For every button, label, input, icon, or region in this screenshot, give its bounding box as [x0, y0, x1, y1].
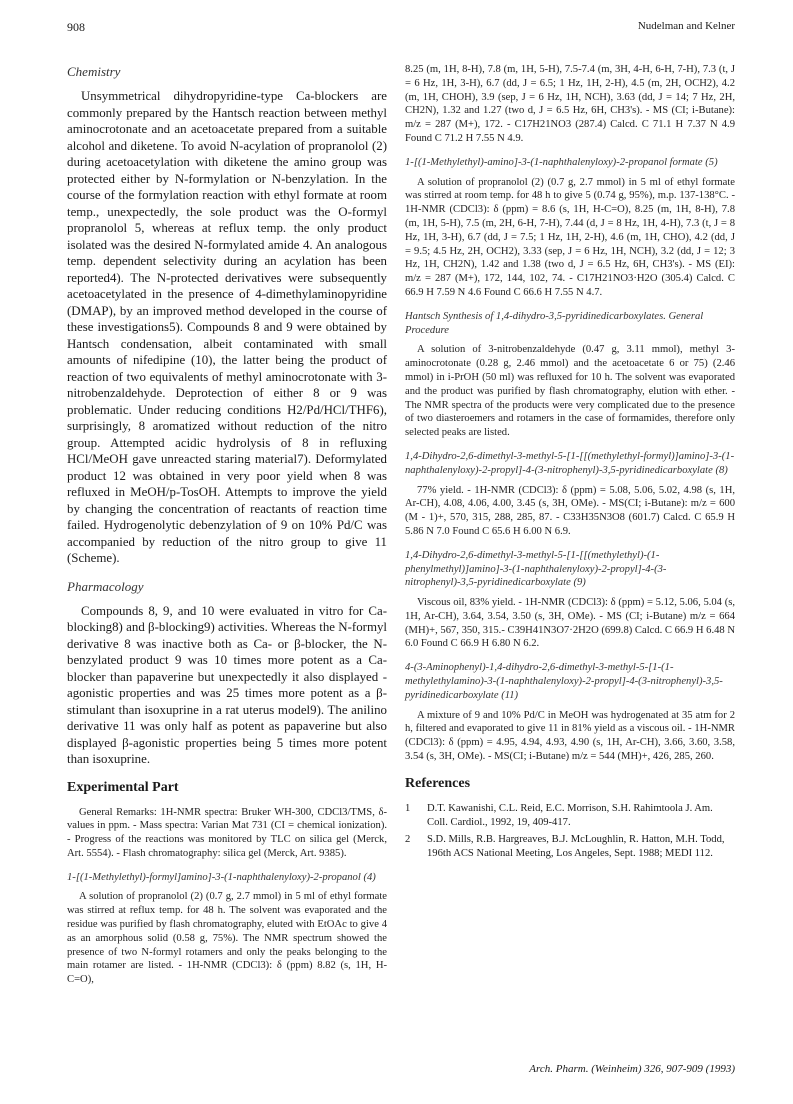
- journal-citation-footer: Arch. Pharm. (Weinheim) 326, 907-909 (1993): [529, 1063, 735, 1075]
- references-list: [405, 802, 735, 861]
- compound-11-title: 4-(3-Aminophenyl)-1,4-dihydro-2,6-dimethyl-3-methyl-5-[1-(1-methylethylamino)-3-(1-naphthalenyloxy)-2-propyl]-4-(3-nitrophenyl)-3,5-pyridinedicarboxylate (11): [405, 662, 723, 701]
- reference-number: 2: [405, 834, 411, 846]
- section-title-experimental: Experimental Part: [67, 779, 179, 795]
- compound-11-procedure: [405, 709, 735, 764]
- running-header-authors: Nudelman and Kelner: [637, 20, 735, 32]
- compound-9-title: 1,4-Dihydro-2,6-dimethyl-3-methyl-5-[1-[[(methylethyl)-(1-phenylmethyl)]amino]-3-(1-naphthalenyloxy)-2-propyl]-4-(3-nitrophenyl)-3,5-pyridinedicarboxylate (9): [405, 549, 667, 589]
- paragraph: A solution of 3-nitrobenzaldehyde (0.47 g, 3.11 mmol), methyl 3-aminocrotonate (0.28 g, 2.46 mmol) and the acetoacetate 6 or 75) (2.46 mmol) in i-PrOH (50 ml) was refluxed for 10 h. The solvent was evaporated and the product was purified by flash chromatography, elution with ether. - The NMR spectra of the products were very complicated due to the presence of two diasteroemers and rotamers in the case of formamides, therefore only selected peaks are listed.: [405, 344, 735, 439]
- compound-4-procedure: [67, 890, 387, 987]
- reference-item: [405, 833, 735, 861]
- chemistry-body: [67, 88, 387, 567]
- paragraph: A solution of propranolol (2) (0.7 g, 2.7 mmol) in 5 ml of ethyl formate was stirred at room temp. for 48 h to give 5 (0.74 g, 95%), m.p. 137-138°C. - 1H-NMR (CDCl3): δ (ppm) = 8.6 (s, 1H, H-C=O), 8.25 (m, 1H, 8-H), 7.8 (m, 1H, 5-H), 7.5 (m, 2H, 6-H, 7-H), 7.44 (d, J = 8 Hz, 1H, 4-H), 7.3 (t, J = 8 Hz, 1H, 3-H), 6.7 (dd, J = 7.5; 1 Hz, 1H, 2-H), 4.6 (m, 1H, CHO), 4.2 (dd, J = 9.5; 4.5 Hz, 2H, OCH2), 3.33 (sep, J = 6 Hz, 1H, NCH), 3.2 (dd, J = 12; 3 Hz, 1H, CH2N), 1.42 and 1.38 (two d, J = 6.5 Hz, 6H, CH3's). - MS (EI): m/z = 287 (M+), 172, 144, 102, 74. - C17H21NO3·H2O (305.4) Calcd. C 66.9 H 7.59 N 4.6 Found C 66.6 H 7.55 N 4.7.: [405, 176, 735, 298]
- section-title-chemistry: Chemistry: [67, 64, 121, 79]
- compound-5-procedure: [405, 176, 735, 300]
- paragraph: General Remarks: 1H-NMR spectra: Bruker WH-300, CDCl3/TMS, δ-values in ppm. - Mass spectra: Varian Mat 731 (CI = chemical ionization). - Progress of the reactions was monitored by TLC on silica gel (Merck, Art. 5554). - Flash chromatography: silica gel (Merck, Art. 9385).: [67, 806, 387, 859]
- page-number: 908: [67, 20, 85, 34]
- paragraph: 77% yield. - 1H-NMR (CDCl3): δ (ppm) = 5.08, 5.06, 5.02, 4.98 (s, 1H, Ar-CH), 4.08, 4.06, 4.00, 3.45 (s, 3H, OMe). - MS(CI; i-Butane): m/z = 600 (M - 1)+, 570, 315, 288, 285, 87. - C33H35N3O8 (601.7) Calcd. C 65.9 H 5.86 N 7.0 Found C 65.6 H 6.00 N 6.9.: [405, 484, 735, 537]
- compound-4-title: 1-[(1-Methylethyl)-formyl]amino]-3-(1-naphthalenyloxy)-2-propanol (4): [67, 871, 376, 883]
- compound-8-title: 1,4-Dihydro-2,6-dimethyl-3-methyl-5-[1-[[(methylethyl-formyl)]amino]-3-(1-naphthalenyloxy)-2-propyl]-4-(3-nitrophenyl)-3,5-pyridinedicarboxylate (8): [405, 450, 735, 476]
- paragraph: Compounds 8, 9, and 10 were evaluated in vitro for Ca-blocking8) and β-blocking9) activities. Whereas the N-formyl derivative 8 was inactive both as Ca- or β-blocker, the N-benzylated product 9 was 10 times more potent as a Ca-blocker than papaverine but unexpectedly it also displayed -agonistic properties and was 25 times more potent as a β-stimulant than isoxuprine in a rat uterus model9). The anilino derivative 11 was only half as potent as papaverine but also displayed β-agonistic properties being 5 times more potent than isoxuprine.: [67, 603, 387, 766]
- general-remarks: [67, 806, 387, 861]
- paragraph: Viscous oil, 83% yield. - 1H-NMR (CDCl3): δ (ppm) = 5.12, 5.06, 5.04 (s, 1H, Ar-CH), 3.64, 3.54, 3.50 (s, 3H, OMe). - MS (CI; i-Butane) m/z = 664 (MH)+, 567, 350, 315.- C39H41N3O7·2H2O (699.8) Calcd. C 66.9 H 6.48 N 6.0 Found C 66.9 H 6.80 N 6.2.: [405, 597, 735, 650]
- paragraph: A mixture of 9 and 10% Pd/C in MeOH was hydrogenated at 35 atm for 2 h, filtered and evaporated to give 11 in 81% yield as a viscous oil. - 1H-NMR (CDCl3): δ (ppm) = 4.95, 4.94, 4.93, 4.90 (s, 1H, Ar-CH), 3.66, 3.60, 3.58, 3.54 (s, 3H, OMe). - MS(CI; i-Butane) m/z = 544 (MH)+, 426, 285, 260.: [405, 709, 735, 763]
- references-title: References: [405, 775, 471, 791]
- reference-text: S.D. Mills, R.B. Hargreaves, B.J. McLoughlin, R. Hatton, M.H. Todd, 196th ACS National Meeting, Los Angeles, Sept. 1988; MEDI 112.: [427, 834, 725, 860]
- hantsch-procedure-title: Hantsch Synthesis of 1,4-dihydro-3,5-pyridinedicarboxylates. General Procedure: [405, 310, 704, 336]
- paragraph: A solution of propranolol (2) (0.7 g, 2.7 mmol) in 5 ml of ethyl formate was stirred at reflux temp. for 48 h. The solvent was evaporated and the residue was purified by flash chromatography, eluted with EtOAc to give 4 as an amorphous solid (0.58 g, 75%). The NMR spectrum showed the presence of two N-formyl rotamers and only the peaks belonging to the main rotamer are listed. - 1H-NMR (CDCl3): δ (ppm) 8.82 (s, 1H, H-C=O),: [67, 891, 387, 986]
- section-title-pharmacology: Pharmacology: [67, 578, 144, 594]
- right-column: [405, 63, 735, 865]
- reference-number: 1: [405, 802, 411, 814]
- compound-5-title: 1-[(1-Methylethyl)-amino]-3-(1-naphthalenyloxy)-2-propanol formate (5): [405, 156, 718, 168]
- hantsch-procedure: [405, 343, 735, 440]
- left-column: [67, 64, 387, 987]
- compound-8-data: [405, 484, 735, 539]
- compound-4-procedure-continued: [405, 63, 735, 146]
- paragraph: 8.25 (m, 1H, 8-H), 7.8 (m, 1H, 5-H), 7.5-7.4 (m, 3H, 4-H, 6-H, 7-H), 7.3 (t, J = 6 Hz, 1H, 3-H), 6.7 (dd, J = 6.5; 1 Hz, 1H, 2-H), 4.5 (m, 2H, OCH2), 4.2 (m, 1H, CHOH), 3.9 (sep, J = 6 Hz, 1H, NCH), 3.63 (dd, J = 14; 7 Hz, 2H, CH2N), 1.32 and 1.27 (two d, J = 6.5 Hz, 6H, CH3's). - MS (CI; i-Butane): m/z = 287 (M+), 172. - C17H21NO3 (287.4) Calcd. C 71.1 H 7.37 N 4.9 Found C 71.2 H 7.55 N 4.9.: [405, 64, 735, 144]
- reference-item: [405, 802, 735, 830]
- paragraph: Unsymmetrical dihydropyridine-type Ca-blockers are commonly prepared by the Hantsch reaction between methyl aminocrotonate and an acetoacetate prepared from a suitable alcohol and diketene. To avoid N-acylation of propranolol (2) during acetoacetylation with diketene the amino group was protected either by N-formylation or N-benzylation. In the course of the formylation reaction with ethyl formate at room temp., unexpectedly, the sole product was the O-formyl propranolol 5, whereas at reflux temp. the only product isolated was the desired N-formylated amide 4. An analogous temp. dependent selectivity during an acylation has been reported4). The N-protected derivatives were subsequently acetoacetylated in the presence of 4-dimethylaminopyridine (DMAP), by an improved method developed in the course of these investigations5). Compounds 8 and 9 were obtained by Hantsch condensation, albeit contaminated with small amounts of nifedipine (10), the latter being the product of reaction of two equivalents of methyl aminocrotonate with 3-nitrobenzaldehyde. Deprotection of either 8 or 9 was problematic. Under reducing conditions H2/Pd/HCl/THF6), surprisingly, 8 aromatized without reduction of the nitro group. Attempted acidic hydrolysis of 8 in refluxing HCl/MeOH gave unreacted staring material7). Deformylated product 12 was obtained in very poor yield when 8 was refluxed in MeOH/p-TosOH. Attempts to improve the yield by changing the concentration of reactants of reaction time failed. Hydrogenolytic debenzylation of 9 on 10% Pd/C was accompanied by reduction of the nitro group to give 11 (Scheme).: [67, 89, 387, 565]
- compound-9-data: [405, 596, 735, 651]
- reference-text: D.T. Kawanishi, C.L. Reid, E.C. Morrison, S.H. Rahimtoola J. Am. Coll. Cardiol., 1992, 19, 409-417.: [427, 802, 713, 828]
- pharmacology-body: [67, 603, 387, 768]
